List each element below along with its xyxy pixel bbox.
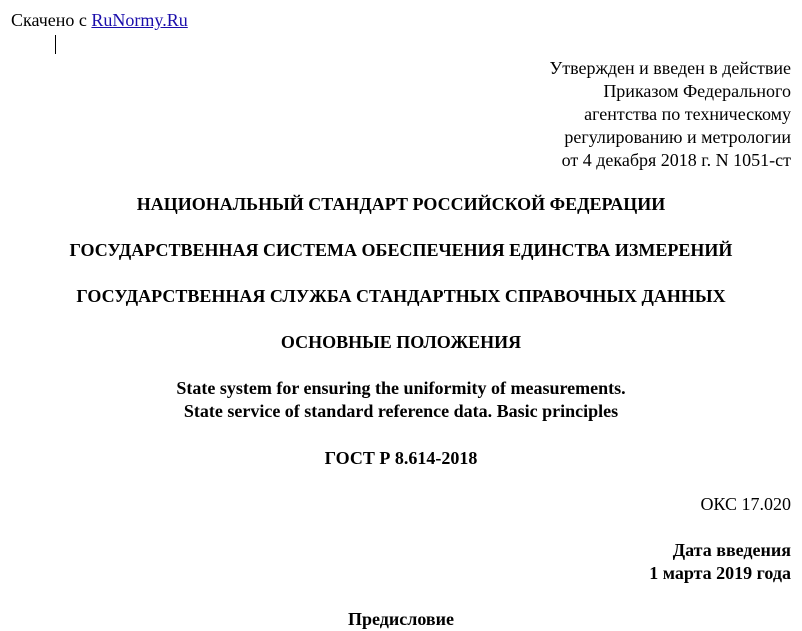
gost-number: ГОСТ Р 8.614-2018: [324, 448, 478, 468]
source-line: [11, 9, 188, 32]
text-cursor: [55, 35, 56, 54]
approval-line: агентства по техническому: [584, 104, 791, 124]
english-title-line-1: State system for ensuring the uniformity of measurements.: [176, 378, 626, 398]
preface-heading: Предисловие: [348, 609, 454, 629]
english-title-line-2: State service of standard reference data. Basic principles: [183, 401, 619, 421]
source-link[interactable]: RuNormy.Ru: [91, 10, 188, 30]
approval-block: [549, 57, 791, 172]
approval-line: Приказом Федерального: [603, 81, 791, 101]
approval-line: регулированию и метрологии: [564, 127, 791, 147]
oks-code: ОКС 17.020: [700, 494, 791, 514]
introduction-label: Дата введения: [672, 540, 791, 560]
approval-line: от 4 декабря 2018 г. N 1051-ст: [561, 150, 791, 170]
title-standard: НАЦИОНАЛЬНЫЙ СТАНДАРТ РОССИЙСКОЙ ФЕДЕРАЦИИ: [136, 194, 666, 214]
title-subject: ОСНОВНЫЕ ПОЛОЖЕНИЯ: [280, 332, 522, 352]
title-system: ГОСУДАРСТВЕННАЯ СИСТЕМА ОБЕСПЕЧЕНИЯ ЕДИНСТВА ИЗМЕРЕНИЙ: [69, 240, 733, 260]
approval-line: Утвержден и введен в действие: [549, 58, 791, 78]
title-service: ГОСУДАРСТВЕННАЯ СЛУЖБА СТАНДАРТНЫХ СПРАВОЧНЫХ ДАННЫХ: [76, 286, 726, 306]
source-prefix: Скачено с: [11, 10, 92, 30]
introduction-date: 1 марта 2019 года: [649, 563, 791, 583]
